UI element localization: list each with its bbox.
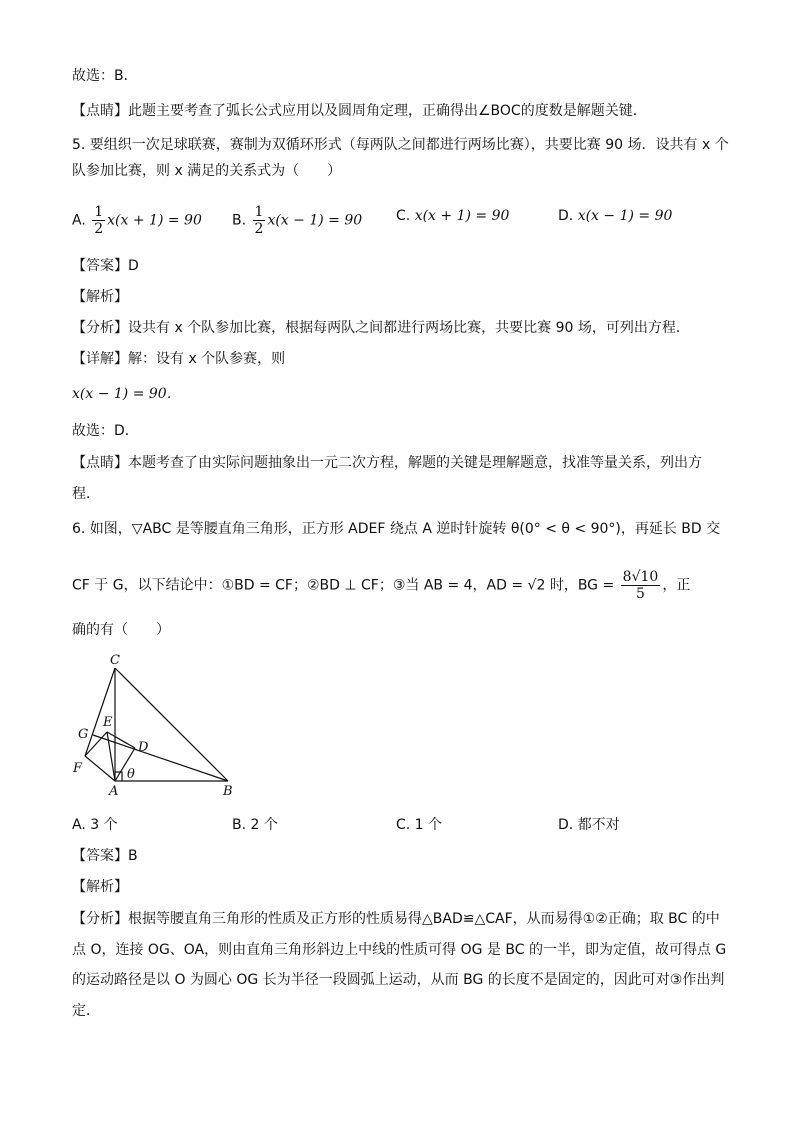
frac-num: 1 xyxy=(94,204,104,220)
q5-fenxi xyxy=(72,318,690,338)
q5-fenxi-tag: 【分析】 xyxy=(72,320,128,336)
q6-stem-line-2b: ，正 xyxy=(662,577,691,594)
segment-cf xyxy=(85,668,115,756)
q5-option-c xyxy=(396,206,509,226)
q5-option-c-letter: C. xyxy=(396,208,411,224)
frac-num: 8√10 xyxy=(622,569,659,585)
q6-jiexi: 【解析】 xyxy=(72,879,128,895)
q6-answer: 【答案】B xyxy=(72,848,138,864)
label-d: D xyxy=(138,740,149,755)
label-f: F xyxy=(73,761,83,776)
q5-xiangjie xyxy=(72,349,285,369)
q6-fenxi-tag: 【分析】 xyxy=(72,911,128,927)
segment-af xyxy=(85,756,115,781)
q5-guxuan: 故选：D． xyxy=(72,423,139,439)
q5-option-b-expr: x(x − 1) = 90 xyxy=(267,212,363,229)
q6-option-b: B. 2 个 xyxy=(232,817,278,833)
label-theta: θ xyxy=(127,767,135,782)
dianjing-text: 此题主要考查了弧长公式应用以及圆周角定理，正确得出∠BOC的度数是解题关键． xyxy=(128,103,647,119)
q5-option-a xyxy=(72,204,202,237)
dianjing-line-1 xyxy=(72,101,647,121)
q6-option-c: C. 1 个 xyxy=(396,817,443,833)
q6-geometry-figure xyxy=(60,648,250,800)
q6-stem-line-2a: CF 于 G，以下结论中：①BD = CF；②BD ⊥ CF；③当 AB = 4，AD = √2 时，BG = xyxy=(72,577,615,594)
label-b: B xyxy=(223,784,233,799)
frac-den: 2 xyxy=(254,221,264,237)
segment-ae xyxy=(107,732,115,781)
q5-option-a-letter: A. xyxy=(72,212,86,229)
q5-dianjing-line-1 xyxy=(72,453,702,473)
q5-option-b xyxy=(232,204,362,237)
q5-fenxi-text: 设共有 x 个队参加比赛，根据每两队之间都进行两场比赛，共要比赛 90 场，可列出方程． xyxy=(128,320,690,336)
q5-option-b-fraction xyxy=(253,204,266,237)
q5-option-d-letter: D. xyxy=(558,208,574,224)
segment-cb xyxy=(115,668,228,781)
q5-option-a-expr: x(x + 1) = 90 xyxy=(107,212,202,229)
q6-fenxi-line-4: 定． xyxy=(72,1003,100,1019)
dianjing-tag: 【点睛】 xyxy=(72,103,128,119)
frac-den: 2 xyxy=(94,221,104,237)
label-c: C xyxy=(110,653,120,668)
q6-fenxi-line-3: 的运动路径是以 O 为圆心 OG 长为半径一段圆弧上运动，从而 BG 的长度不是固定的，因此可对③作出判 xyxy=(72,972,725,988)
q5-dianjing-line-2: 程． xyxy=(72,486,100,502)
q5-dianjing-text: 本题考查了由实际问题抽象出一元二次方程，解题的关键是理解题意，找准等量关系，列出方 xyxy=(128,455,702,471)
q6-option-d: D. 都不对 xyxy=(558,817,620,833)
label-a: A xyxy=(109,784,119,799)
q5-option-c-expr: x(x + 1) = 90 xyxy=(414,208,510,224)
q5-stem-line-1: 5. 要组织一次足球联赛，赛制为双循环形式（每两队之间都进行两场比赛），共要比赛 90 场．设共有 x 个 xyxy=(72,137,729,153)
label-e: E xyxy=(103,715,113,730)
q6-stem-line-2 xyxy=(72,569,690,602)
q6-option-a: A. 3 个 xyxy=(72,817,118,833)
q5-dianjing-tag: 【点睛】 xyxy=(72,455,128,471)
line-guxuan-b: 故选：B． xyxy=(72,68,138,84)
q5-stem-line-2: 队参加比赛，则 x 满足的关系式为（ ） xyxy=(72,163,342,179)
q6-fenxi-text-1: 根据等腰直角三角形的性质及正方形的性质易得△BAD≌△CAF，从而易得①②正确；取 BC 的中 xyxy=(128,911,720,927)
segment-bg xyxy=(93,735,228,781)
q5-option-d-expr: x(x − 1) = 90 xyxy=(577,208,673,224)
q6-stem-line-3: 确的有（ ） xyxy=(72,622,170,638)
q5-xiangjie-tag: 【详解】 xyxy=(72,351,128,367)
label-g: G xyxy=(78,727,89,742)
segment-ed xyxy=(107,732,135,748)
q5-xiangjie-text: 解：设有 x 个队参赛，则 xyxy=(128,351,286,367)
q6-fenxi-line-2: 点 O，连接 OG、OA，则由直角三角形斜边上中线的性质可得 OG 是 BC 的一半，即为定值，故可得点 G xyxy=(72,942,727,958)
q5-answer: 【答案】D xyxy=(72,258,139,274)
q6-stem-line-1: 6. 如图，▽ABC 是等腰直角三角形，正方形 ADEF 绕点 A 逆时针旋转 θ(0° < θ < 90°)，再延长 BD 交 xyxy=(72,521,721,537)
q5-option-d xyxy=(558,206,672,226)
q5-option-b-letter: B. xyxy=(232,212,247,229)
frac-num: 1 xyxy=(254,204,264,220)
q5-jiexi: 【解析】 xyxy=(72,289,128,305)
q6-fenxi-line-1 xyxy=(72,909,720,929)
q6-bg-fraction xyxy=(621,569,661,602)
q5-option-a-fraction xyxy=(92,204,105,237)
q5-equation: x(x − 1) = 90． xyxy=(72,386,181,402)
frac-den: 5 xyxy=(636,586,645,602)
